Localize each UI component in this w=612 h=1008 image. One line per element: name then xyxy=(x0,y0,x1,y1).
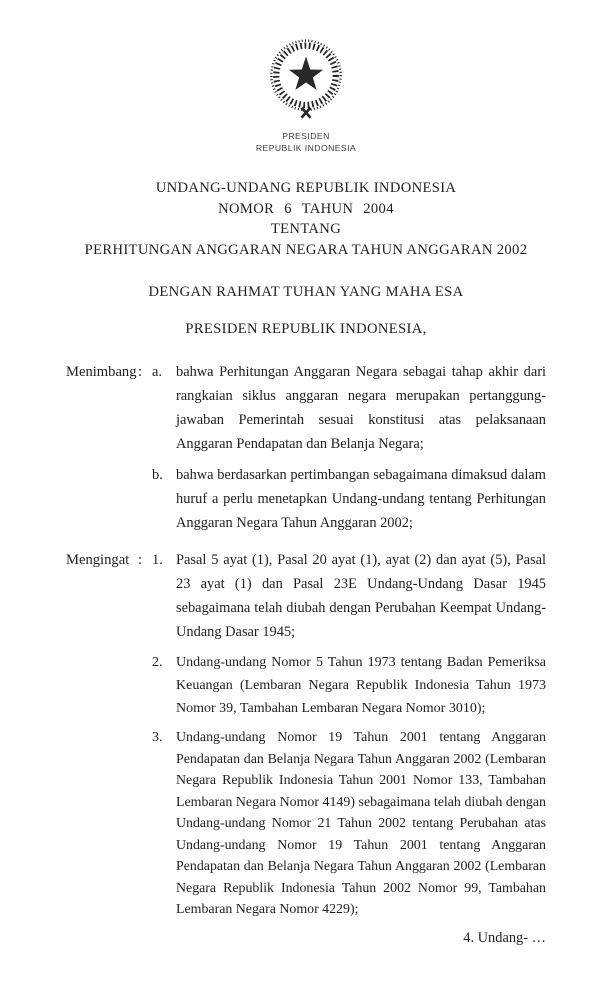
clause-row-menimbang-a xyxy=(66,360,546,456)
law-title-line: UNDANG-UNDANG REPUBLIK INDONESIA xyxy=(155,180,457,196)
menimbang-section xyxy=(66,360,546,535)
section-label-menimbang xyxy=(66,360,152,384)
law-number-line: NOMOR 6 TAHUN 2004 xyxy=(218,200,394,217)
clause-row-menimbang-b xyxy=(66,463,546,535)
authority-line: PRESIDEN REPUBLIK INDONESIA, xyxy=(185,321,427,337)
section-label-text: Mengingat xyxy=(66,552,130,568)
title-tentang-line: TENTANG xyxy=(270,221,342,237)
law-subject-line: PERHITUNGAN ANGGARAN NEGARA TAHUN ANGGARAN 2002 xyxy=(84,241,528,258)
clause-row-mengingat-1 xyxy=(66,548,546,644)
presidential-seal-icon xyxy=(261,32,351,124)
seal-ribbon-icon xyxy=(302,108,311,118)
title-block xyxy=(0,178,612,260)
item-text: Pasal 5 ayat (1), Pasal 20 ayat (1), ayat (2) dan ayat (5), Pasal 23 ayat (1) dan Pasal 23E Undang-Undang Dasar 1945 sebagaimana telah diubah dengan Perubahan Keempat Undang-Undang Dasar 1945; xyxy=(176,552,546,640)
item-marker: b. xyxy=(152,467,163,483)
seal-caption-line1: PRESIDEN xyxy=(282,131,330,141)
item-marker: a. xyxy=(152,364,162,380)
item-marker: 1. xyxy=(152,552,163,568)
invocation-line: DENGAN RAHMAT TUHAN YANG MAHA ESA xyxy=(148,284,464,300)
seal-caption-line2: REPUBLIK INDONESIA xyxy=(255,142,357,153)
seal-star-icon xyxy=(289,56,323,89)
seal-caption xyxy=(0,131,612,154)
section-label-colon: : xyxy=(138,552,143,568)
item-marker: 2. xyxy=(152,655,163,670)
catchword: 4. Undang- … xyxy=(463,929,546,946)
section-label-text: Menimbang xyxy=(66,364,137,380)
item-text: Undang-undang Nomor 19 Tahun 2001 tentang Anggaran Pendapatan dan Belanja Negara Tahun Anggaran 2002 (Lembaran Negara Republik Indonesia Tahun 2001 Nomor 133, Tambahan Lembaran Negara Nomor 4149) sebagaimana telah diubah dengan Undang-undang Nomor 21 Tahun 2002 tentang Perubahan atas Undang-undang Nomor 19 Tahun 2001 tentang Anggaran Pendapatan dan Belanja Negara Tahun Anggaran 2002 (Lembaran Negara Republik Indonesia Tahun 2002 Nomor 99, Tambahan Lembaran Negara Nomor 4229); xyxy=(176,730,546,917)
clause-row-mengingat-2 xyxy=(66,651,546,720)
clause-row-mengingat-3 xyxy=(66,727,546,921)
mengingat-section xyxy=(66,548,546,921)
section-label-colon: : xyxy=(138,364,143,380)
item-text: bahwa Perhitungan Anggaran Negara sebagai tahap akhir dari rangkaian siklus anggaran negara merupakan pertanggung-jawaban Pemerintah sesuai konstitusi atas pelaksanaan Anggaran Pendapatan dan Belanja Negara; xyxy=(176,364,546,452)
section-label-mengingat xyxy=(66,548,152,572)
item-marker: 3. xyxy=(152,730,163,745)
item-text: Undang-undang Nomor 5 Tahun 1973 tentang Badan Pemeriksa Keuangan (Lembaran Negara Republik Indonesia Tahun 1973 Nomor 39, Tambahan Lembaran Negara Nomor 3010); xyxy=(176,655,546,716)
item-text: bahwa berdasarkan pertimbangan sebagaimana dimaksud dalam huruf a perlu menetapkan Undang-undang tentang Perhitungan Anggaran Negara Tahun Anggaran 2002; xyxy=(176,467,546,531)
masthead xyxy=(0,0,612,154)
